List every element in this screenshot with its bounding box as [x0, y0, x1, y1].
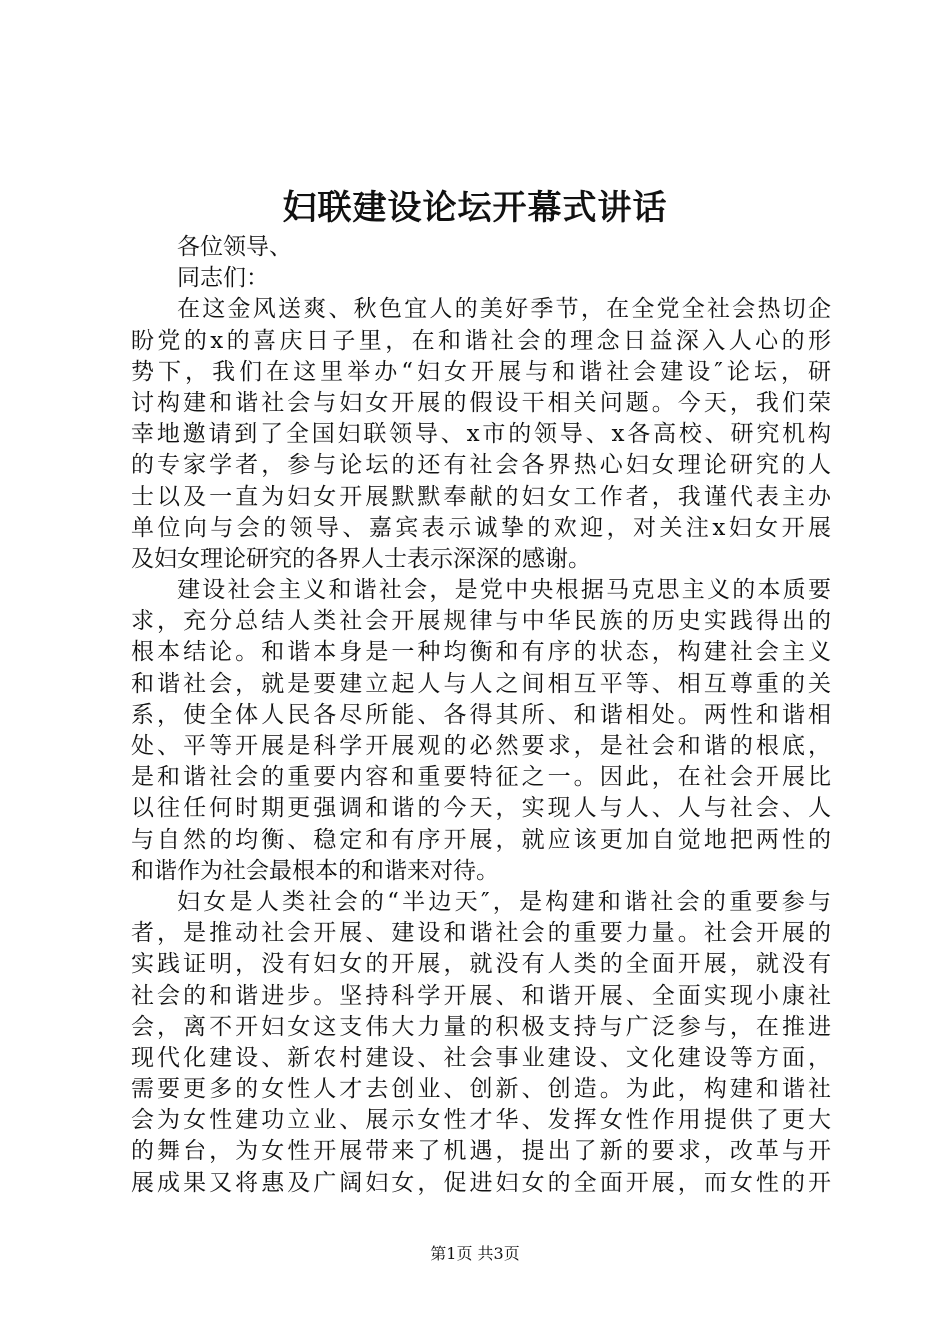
- text-line: 盼党的x的喜庆日子里，在和谐社会的理念日益深入人心的形: [131, 327, 831, 354]
- text-line: 讨构建和谐社会与妇女开展的假设干相关问题。今天，我们荣: [131, 389, 831, 416]
- text-line: 的专家学者，参与论坛的还有社会各界热心妇女理论研究的人: [131, 452, 831, 479]
- text-line: 需要更多的女性人才去创业、创新、创造。为此，构建和谐社: [131, 1076, 831, 1103]
- text-line: 以往任何时期更强调和谐的今天，实现人与人、人与社会、人: [131, 795, 831, 822]
- text-line: 幸地邀请到了全国妇联领导、x市的领导、x各高校、研究机构: [131, 421, 831, 448]
- text-line: 单位向与会的领导、嘉宾表示诚挚的欢迎，对关注x妇女开展: [131, 514, 831, 541]
- text-line: 会，离不开妇女这支伟大力量的积极支持与广泛参与，在推进: [131, 1013, 831, 1040]
- text-line: 社会的和谐进步。坚持科学开展、和谐开展、全面实现小康社: [131, 982, 831, 1009]
- greeting-line: 各位领导、: [177, 234, 292, 260]
- paragraph-2: [131, 575, 831, 887]
- paragraph-1: [131, 294, 831, 575]
- text-line: 展成果又将惠及广阔妇女，促进妇女的全面开展，而女性的开: [131, 1169, 831, 1196]
- text-line: 求，充分总结人类社会开展规律与中华民族的历史实践得出的: [131, 608, 831, 635]
- paragraph-3: [131, 887, 831, 1199]
- text-line: 现代化建设、新农村建设、社会事业建设、文化建设等方面，: [131, 1044, 831, 1071]
- text-line: 是和谐社会的重要内容和重要特征之一。因此，在社会开展比: [131, 764, 831, 791]
- text-line: 者，是推动社会开展、建设和谐社会的重要力量。社会开展的: [131, 920, 831, 947]
- text-line: 与自然的均衡、稳定和有序开展，就应该更加自觉地把两性的: [131, 826, 831, 853]
- document-body: [131, 232, 831, 1199]
- text-line: 士以及一直为妇女开展默默奉献的妇女工作者，我谨代表主办: [131, 483, 831, 510]
- page-footer: 第1页 共3页: [430, 1244, 520, 1263]
- text-line: 和谐作为社会最根本的和谐来对待。: [131, 857, 499, 884]
- text-line: 根本结论。和谐本身是一种均衡和有序的状态，构建社会主义: [131, 639, 831, 666]
- text-line: 在这金风送爽、秋色宜人的美好季节，在全党全社会热切企: [177, 296, 831, 323]
- text-line: 处、平等开展是科学开展观的必然要求，是社会和谐的根底，: [131, 733, 831, 759]
- text-line: 势下，我们在这里举办“妇女开展与和谐社会建设″论坛，研: [131, 358, 831, 385]
- text-line: 的舞台，为女性开展带来了机遇，提出了新的要求，改革与开: [131, 1138, 831, 1165]
- document-title: 妇联建设论坛开幕式讲话: [282, 188, 668, 228]
- text-line: 和谐社会，就是要建立起人与人之间相互平等、相互尊重的关: [131, 670, 831, 697]
- text-line: 系，使全体人民各尽所能、各得其所、和谐相处。两性和谐相: [131, 701, 831, 728]
- text-line: 会为女性建功立业、展示女性才华、发挥女性作用提供了更大: [131, 1107, 831, 1134]
- greeting-line: 同志们：: [177, 265, 269, 292]
- text-line: 妇女是人类社会的“半边天″，是构建和谐社会的重要参与: [177, 888, 831, 915]
- text-line: 实践证明，没有妇女的开展，就没有人类的全面开展，就没有: [131, 951, 831, 978]
- text-line: 建设社会主义和谐社会，是党中央根据马克思主义的本质要: [177, 577, 831, 604]
- text-line: 及妇女理论研究的各界人士表示深深的感谢。: [131, 545, 591, 572]
